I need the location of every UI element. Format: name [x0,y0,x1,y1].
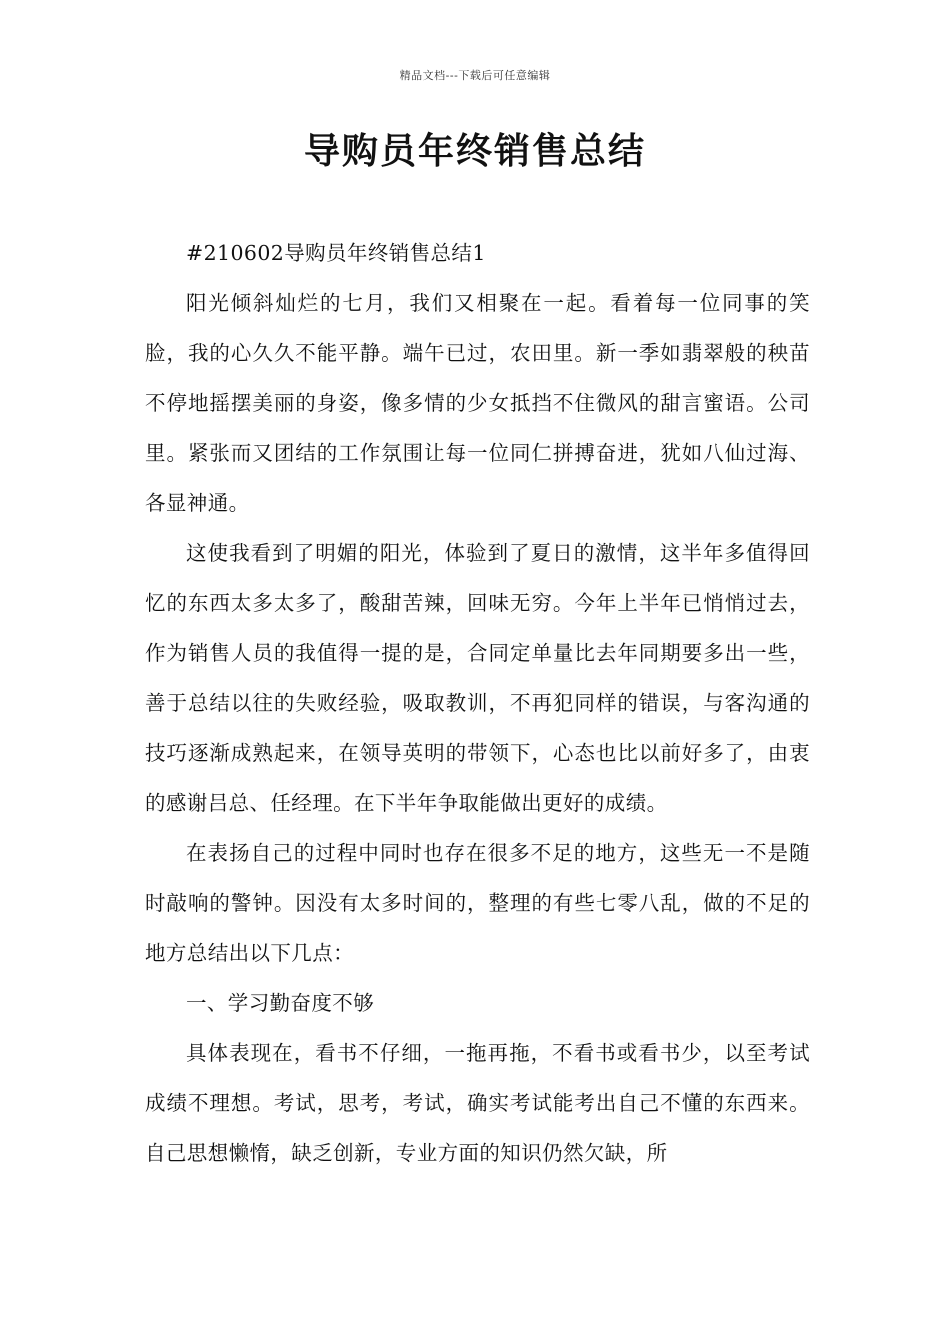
subtitle-paragraph: #210602导购员年终销售总结1 [186,241,486,265]
document-title: 导购员年终销售总结 [303,131,646,172]
page-header-note: 精品文档---下载后可任意编辑 [399,69,551,82]
document-body [145,228,810,1178]
body-paragraph: 具体表现在，看书不仔细，一拖再拖，不看书或看书少，以至考试成绩不理想。考试，思考，考试，确实考试能考出自己不懂的东西来。自己思想懒惰，缺乏创新，专业方面的知识仍然欠缺，所 [145,1041,810,1165]
section-heading: 一、学习勤奋度不够 [186,991,375,1015]
body-paragraph: 这使我看到了明媚的阳光，体验到了夏日的激情，这半年多值得回忆的东西太多太多了，酸甜苦辣，回味无穷。今年上半年已悄悄过去，作为销售人员的我值得一提的是，合同定单量比去年同期要多出一些，善于总结以往的失败经验，吸取教训，不再犯同样的错误，与客沟通的技巧逐渐成熟起来，在领导英明的带领下，心态也比以前好多了，由衷的感谢吕总、任经理。在下半年争取能做出更好的成绩。 [145,541,810,815]
body-paragraph: 阳光倾斜灿烂的七月，我们又相聚在一起。看着每一位同事的笑脸，我的心久久不能平静。端午已过，农田里。新一季如翡翠般的秧苗不停地摇摆美丽的身姿，像多情的少女抵挡不住微风的甜言蜜语。公司里。紧张而又团结的工作氛围让每一位同仁拼搏奋进，犹如八仙过海、各显神通。 [145,291,810,515]
body-paragraph: 在表扬自己的过程中同时也存在很多不足的地方，这些无一不是随时敲响的警钟。因没有太多时间的，整理的有些七零八乱，做的不足的地方总结出以下几点： [145,841,810,965]
